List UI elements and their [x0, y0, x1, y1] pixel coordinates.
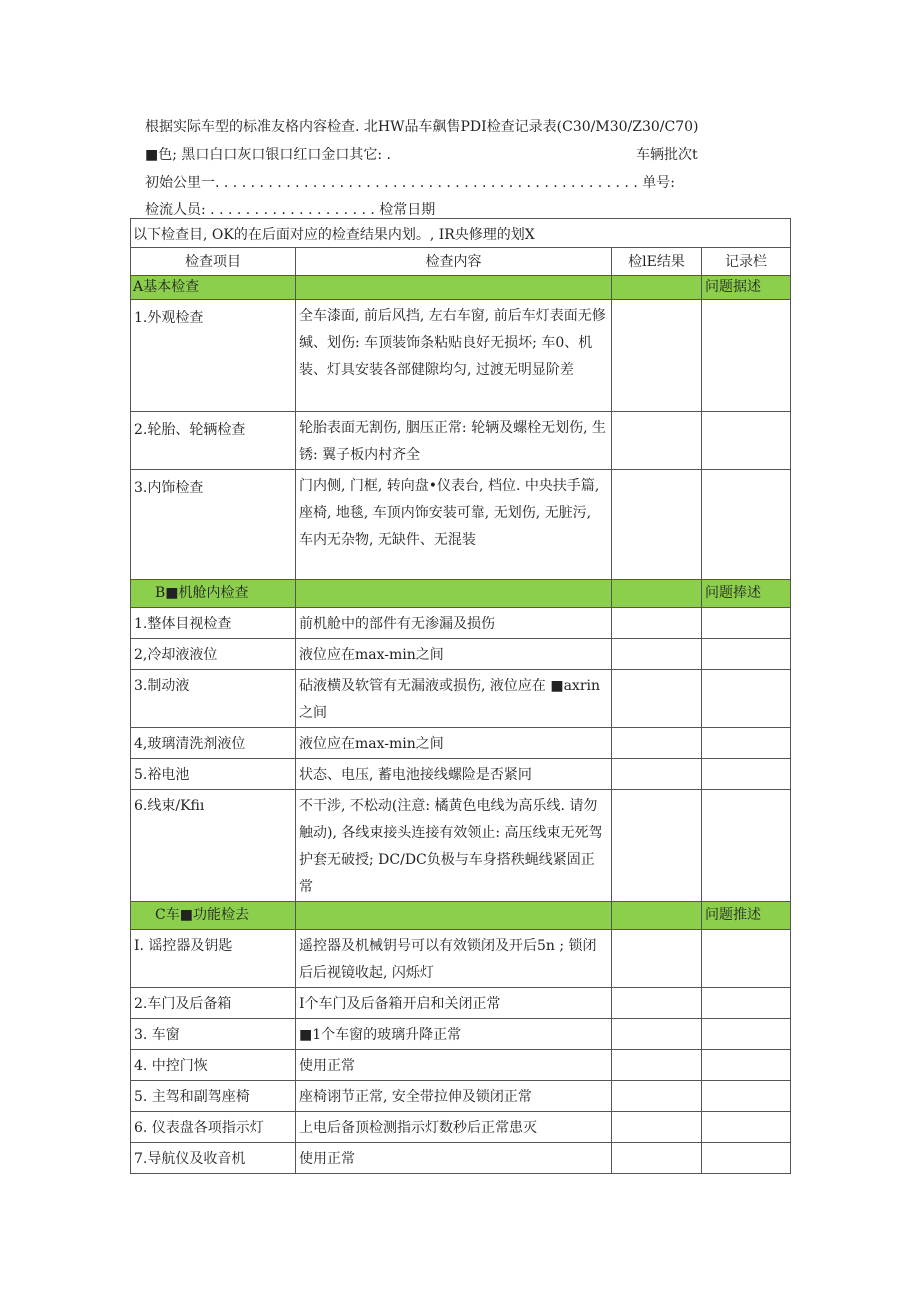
record-cell[interactable] — [702, 608, 791, 639]
table-row-content: 遥控器及机械钥号可以有效锁闭及开后5n ; 锁闭后后视镜收起, 闪烁灯 — [296, 930, 612, 988]
table-row-item: 5.裕电池 — [131, 759, 296, 790]
record-cell[interactable] — [702, 1081, 791, 1112]
result-cell[interactable] — [612, 1143, 702, 1174]
table-row-content: 座椅诩节正常, 安全带拉伸及锁闭正常 — [296, 1081, 612, 1112]
col-header-content: 检查内容 — [296, 248, 612, 276]
table-row-item: 3.制动液 — [131, 670, 296, 728]
record-cell[interactable] — [702, 930, 791, 988]
table-row-content: 上电后备顶检测指示灯数秒后正常患灭 — [296, 1112, 612, 1143]
inspector-line: 检流人员: . . . . . . . . . . . . . . . . . . . 检常日期 — [145, 202, 436, 218]
table-row-item: 2.轮胎、轮辆检查 — [131, 412, 296, 470]
record-cell[interactable] — [702, 1019, 791, 1050]
table-row-item: 4. 中控门恢 — [131, 1050, 296, 1081]
record-cell[interactable] — [702, 759, 791, 790]
table-row-item: 5. 主驾和副驾座椅 — [131, 1081, 296, 1112]
section-a-title: A基本检查 — [131, 276, 296, 300]
table-row-content: 使用正常 — [296, 1143, 612, 1174]
table-row-item: 4,玻璃清洗剂液位 — [131, 728, 296, 759]
record-cell[interactable] — [702, 670, 791, 728]
result-cell[interactable] — [612, 470, 702, 580]
table-row-content: 轮胎表面无割伤, 胭压正常: 轮辆及螺栓无划伤, 生锈: 翼子板内村齐全 — [296, 412, 612, 470]
col-header-record: 记录栏 — [702, 248, 791, 276]
result-cell[interactable] — [612, 988, 702, 1019]
section-c-note: 问题推述 — [702, 902, 791, 930]
table-row-content: I个车门及后备箱开启和关闭正常 — [296, 988, 612, 1019]
table-row-content: 液位应在max-min之间 — [296, 728, 612, 759]
record-cell[interactable] — [702, 1112, 791, 1143]
result-cell[interactable] — [612, 790, 702, 902]
result-cell[interactable] — [612, 1081, 702, 1112]
record-cell[interactable] — [702, 412, 791, 470]
result-cell[interactable] — [612, 300, 702, 412]
record-cell[interactable] — [702, 470, 791, 580]
record-cell[interactable] — [702, 639, 791, 670]
table-row-item: 2,冷却液液位 — [131, 639, 296, 670]
table-row-content: 前机舱中的部件有无渗漏及损伤 — [296, 608, 612, 639]
record-cell[interactable] — [702, 988, 791, 1019]
result-cell[interactable] — [612, 670, 702, 728]
record-cell[interactable] — [702, 728, 791, 759]
result-cell[interactable] — [612, 412, 702, 470]
section-c-title: C车■功能检去 — [131, 902, 296, 930]
table-row-content: 使用正常 — [296, 1050, 612, 1081]
mileage-line: 初始公里一. . . . . . . . . . . . . . . . . . . . . . . . . . . . . . . . . . . . . . . . . . . . . . . . 单号: — [145, 175, 675, 191]
result-cell[interactable] — [612, 608, 702, 639]
table-row-item: 7.导航仪及收音机 — [131, 1143, 296, 1174]
result-cell[interactable] — [612, 639, 702, 670]
col-header-item: 检查项目 — [131, 248, 296, 276]
table-row-item: 6. 仪表盘各项指示灯 — [131, 1112, 296, 1143]
result-cell[interactable] — [612, 930, 702, 988]
table-row-content: 门内侧, 门框, 转向盘•仪表台, 档位. 中央扶手篇, 座椅, 地毯, 车顶内饰安装可靠, 无划伤, 无脏污, 车内无杂物, 无缺件、无混装 — [296, 470, 612, 580]
table-row-content: ■1个车窗的玻璃升降正常 — [296, 1019, 612, 1050]
result-cell[interactable] — [612, 728, 702, 759]
table-row-content: 液位应在max-min之间 — [296, 639, 612, 670]
table-row-content: 砧液横及软管有无漏液或损伤, 液位应在 ■axrin之间 — [296, 670, 612, 728]
result-cell[interactable] — [612, 759, 702, 790]
table-row-item: 1.外观检查 — [131, 300, 296, 412]
form-title: 根据实际车型的标准友格内容检查. 北HW品车飙售PDI检查记录表(C30/M30/Z30/C70) — [145, 119, 699, 135]
color-line: ■色; 黑口白口灰口银口红口金口其它: . — [145, 147, 392, 163]
record-cell[interactable] — [702, 300, 791, 412]
table-row-item: 3. 车窗 — [131, 1019, 296, 1050]
table-row-item: 6.线束/Kfiı — [131, 790, 296, 902]
section-b-note: 问题捧述 — [702, 580, 791, 608]
result-cell[interactable] — [612, 1019, 702, 1050]
table-row-item: I. 谣控器及钥匙 — [131, 930, 296, 988]
table-row-item: 3.内饰检查 — [131, 470, 296, 580]
table-row-content: 状态、电压, 蓄电池接线螺险是否紧冋 — [296, 759, 612, 790]
section-b-title: B■机舱内检查 — [131, 580, 296, 608]
col-header-result: 检lE结果 — [612, 248, 702, 276]
section-a-note: 问题据述 — [702, 276, 791, 300]
record-cell[interactable] — [702, 1143, 791, 1174]
table-intro: 以下检查目, OK的在后面对应的检查结果内划。, IR央修理的划X — [131, 219, 791, 248]
result-cell[interactable] — [612, 1112, 702, 1143]
table-row-content: 不干涉, 不松动(注意: 橘黄色电线为高乐线. 请勿触动), 各线束接头连接有效领止: 高压线束无死驾护套无破授; DC/DC负极与车身搭秩蝇线紧固正常 — [296, 790, 612, 902]
table-row-item: 1.整体目视检查 — [131, 608, 296, 639]
record-cell[interactable] — [702, 1050, 791, 1081]
record-cell[interactable] — [702, 790, 791, 902]
table-row-item: 2.车门及后备箱 — [131, 988, 296, 1019]
batch-label: 车辆批次t — [636, 147, 698, 163]
result-cell[interactable] — [612, 1050, 702, 1081]
table-row-content: 全车漆面, 前后风挡, 左右车窗, 前后车灯表面无修缄、划伤: 车顶装饰条粘贴良好无损坏; 车0、机装、灯具安装各部健隙均匀, 过渡无明显阶差 — [296, 300, 612, 412]
pdi-check-table — [130, 218, 791, 1174]
